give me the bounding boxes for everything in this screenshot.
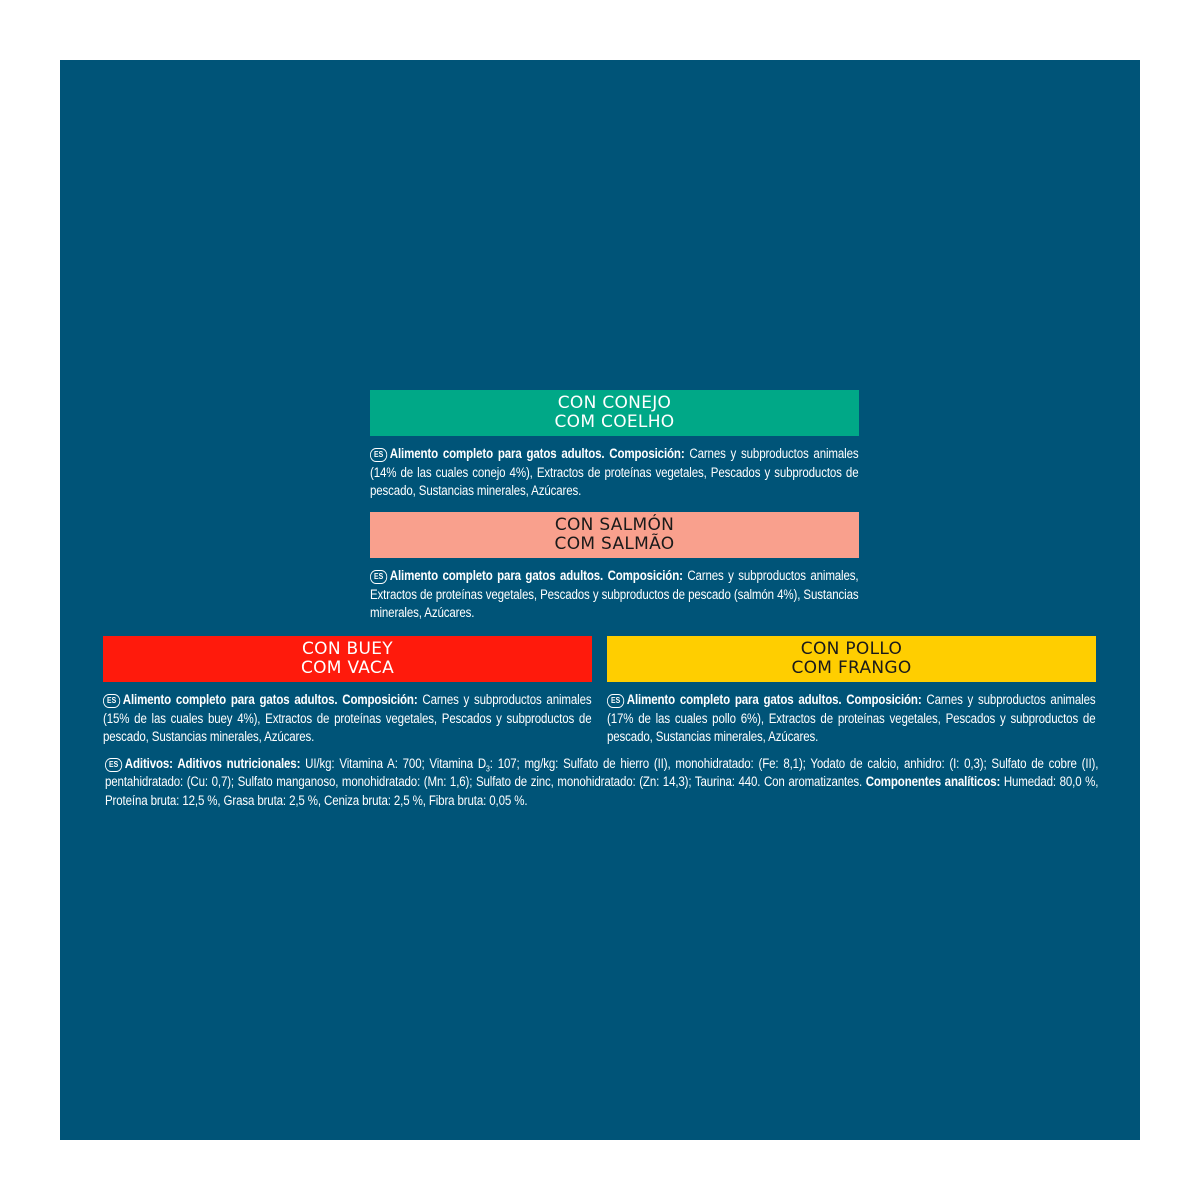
es-badge: ES	[105, 758, 122, 772]
text-salmon	[370, 567, 858, 623]
comp-label-conejo: Composición:	[609, 446, 685, 461]
banner-pollo	[607, 636, 1096, 682]
es-badge: ES	[103, 694, 120, 708]
text-buey	[103, 691, 591, 747]
es-badge: ES	[370, 448, 387, 462]
banner-conejo-pt: COM COELHO	[554, 412, 675, 432]
analytic-label: Componentes analíticos:	[865, 774, 1001, 790]
lead-buey: Alimento completo para gatos adultos.	[122, 692, 338, 707]
text-pollo	[607, 691, 1095, 747]
text-conejo	[370, 445, 858, 501]
banner-conejo	[370, 390, 859, 436]
comp-label-salmon: Composición:	[607, 568, 683, 583]
banner-salmon-es: CON SALMÓN	[554, 515, 675, 535]
banner-buey	[103, 636, 592, 682]
banner-conejo-es: CON CONEJO	[557, 393, 672, 413]
lead-conejo: Alimento completo para gatos adultos.	[389, 446, 605, 461]
banner-pollo-es: CON POLLO	[800, 639, 903, 659]
banner-salmon	[370, 512, 859, 558]
aditivos-label: Aditivos: Aditivos nutricionales:	[124, 756, 301, 771]
comp-text-pollo: Carnes y subproductos animales (17% de las cuales pollo 6%), Extractos de proteínas vegetales, Pescados y subproductos de pescado, Sustancias minerales, Azúcares.	[607, 692, 1096, 744]
vitamin-d-subscript: 3	[486, 764, 490, 774]
aditivos-text-a: UI/kg: Vitamina A: 700; Vitamina D	[305, 756, 487, 771]
banner-buey-es: CON BUEY	[301, 639, 393, 659]
aditivos-text-b: : 107; mg/kg: Sulfato de hierro (II), monohidratado: (Fe: 8,1); Yodato de calcio, anhidro: (I: 0,3); Sulfato de cobre (II), pentahidratado: (Cu: 0,7); Sulfato manganoso, monohidratado: (Mn: 1,6); Sulfato de zinc, monohidratado: (Zn: 14,3); Taurina: 440. Con aromatizantes.	[105, 756, 1099, 790]
comp-label-pollo: Composición:	[846, 692, 922, 707]
comp-text-buey: Carnes y subproductos animales (15% de las cuales buey 4%), Extractos de proteínas vegetales, Pescados y subproductos de pescado, Sustancias minerales, Azúcares.	[103, 692, 592, 744]
lead-salmon: Alimento completo para gatos adultos.	[389, 568, 604, 583]
comp-text-salmon: Carnes y subproductos animales, Extractos de proteínas vegetales, Pescados y subproductos de pescado (salmón 4%), Sustancias minerales, Azúcares.	[370, 568, 859, 620]
analytic-text: Humedad: 80,0 %, Proteína bruta: 12,5 %, Grasa bruta: 2,5 %, Ceniza bruta: 2,5 %, Fibra bruta: 0,05 %.	[105, 774, 1099, 808]
banner-salmon-pt: COM SALMÃO	[554, 534, 675, 554]
text-aditivos	[105, 755, 1098, 810]
banner-pollo-pt: COM FRANGO	[791, 658, 912, 678]
comp-text-conejo: Carnes y subproductos animales (14% de las cuales conejo 4%), Extractos de proteínas vegetales, Pescados y subproductos de pescado, Sustancias minerales, Azúcares.	[370, 446, 859, 498]
banner-buey-pt: COM VACA	[300, 658, 395, 678]
es-badge: ES	[607, 694, 624, 708]
lead-pollo: Alimento completo para gatos adultos.	[626, 692, 842, 707]
comp-label-buey: Composición:	[342, 692, 418, 707]
es-badge: ES	[370, 570, 387, 584]
